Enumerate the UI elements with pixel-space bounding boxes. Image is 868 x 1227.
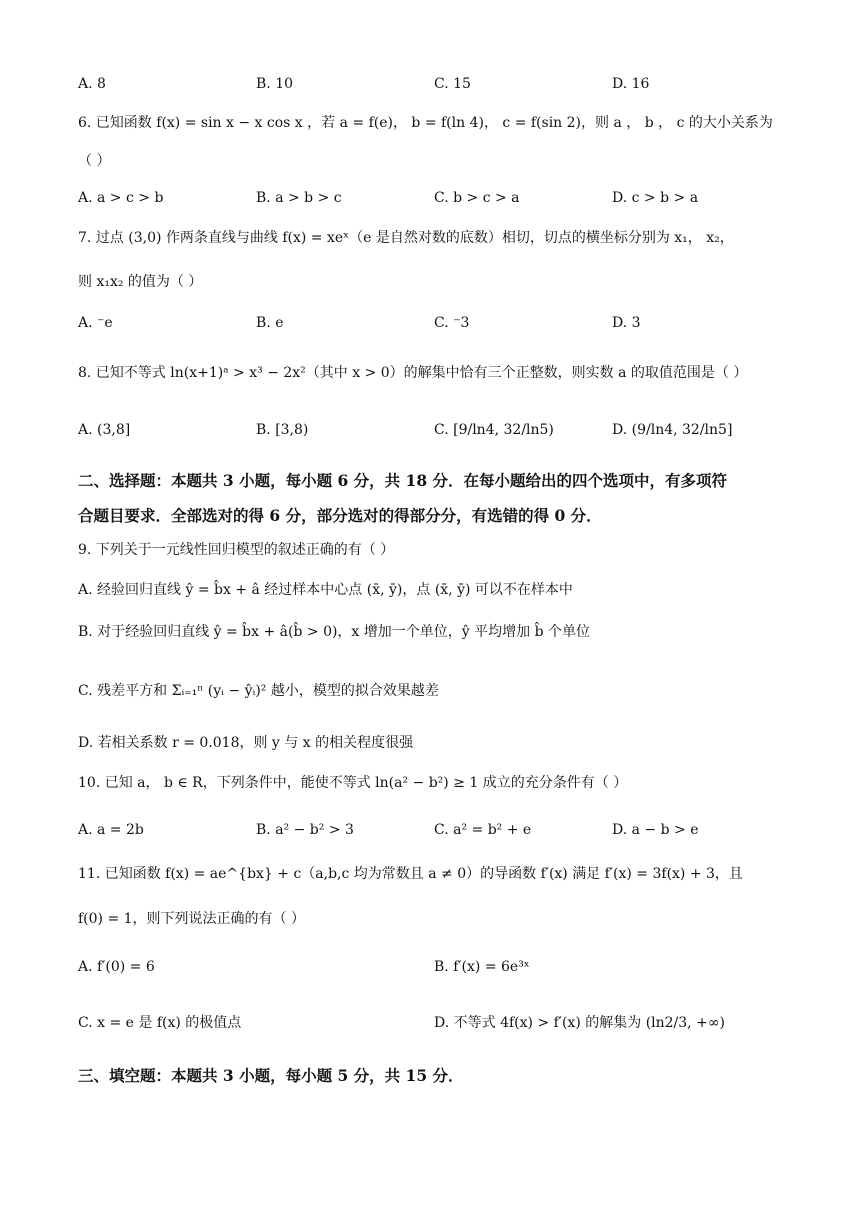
q11-option-c: C. x = e 是 f(x) 的极值点 [78, 1015, 242, 1031]
q7-option-c: C. ⁻3 [434, 315, 470, 331]
q7-option-a: A. ⁻e [78, 315, 113, 331]
section-2-line-2: 合题目要求．全部选对的得 6 分，部分选对的得部分分，有选错的得 0 分． [78, 506, 602, 525]
q6-options [78, 186, 798, 210]
q6-option-c: C. b > c > a [434, 190, 520, 206]
q8-stem: 8. 已知不等式 ln(x+1)ᵃ > x³ − 2x²（其中 x > 0）的解集中恰有三个正整数，则实数 a 的取值范围是（ ） [78, 365, 748, 381]
q11-options-row-2 [78, 1011, 798, 1035]
q5-option-b: B. 10 [256, 76, 294, 92]
q6-option-d: D. c > b > a [612, 190, 699, 206]
q10-option-b: B. a² − b² > 3 [256, 822, 354, 838]
section-2-line-1: 二、选择题：本题共 3 小题，每小题 6 分，共 18 分．在每小题给出的四个选项中，有多项符 [78, 471, 728, 490]
q8-option-c: C. [9/ln4, 32/ln5) [434, 422, 554, 438]
q10-option-c: C. a² = b² + e [434, 822, 532, 838]
q10-options [78, 818, 798, 842]
q5-options [78, 72, 798, 96]
q11-stem: 11. 已知函数 f(x) = ae^{bx} + c（a,b,c 均为常数且 a ≠ 0）的导函数 f′(x) 满足 f′(x) = 3f(x) + 3，且 [78, 866, 743, 882]
q5-option-a: A. 8 [78, 76, 106, 92]
q5-option-c: C. 15 [434, 76, 471, 92]
q8-option-d: D. (9/ln4, 32/ln5] [612, 422, 733, 438]
q6-option-b: B. a > b > c [256, 190, 342, 206]
q9-option-c: C. 残差平方和 Σᵢ₌₁ⁿ (yᵢ − ŷᵢ)² 越小，模型的拟合效果越差 [78, 683, 439, 699]
q6-paren: （ ） [78, 153, 111, 169]
q8-options [78, 418, 798, 442]
q11-option-b: B. f′(x) = 6e³ˣ [434, 959, 530, 975]
q9-option-b: B. 对于经验回归直线 ŷ = b̂x + â(b̂ > 0)，x 增加一个单位，ŷ 平均增加 b̂ 个单位 [78, 624, 591, 640]
q7-stem-2: 则 x₁x₂ 的值为（ ） [78, 274, 203, 290]
q10-option-d: D. a − b > e [612, 822, 699, 838]
q8-option-a: A. (3,8] [78, 422, 131, 438]
q9-option-a: A. 经验回归直线 ŷ = b̂x + â 经过样本中心点 (x̄, ȳ)，点 (x̄, ȳ) 可以不在样本中 [78, 582, 573, 598]
q11-options-row-1 [78, 955, 798, 979]
q10-stem: 10. 已知 a， b ∈ R，下列条件中，能使不等式 ln(a² − b²) ≥ 1 成立的充分条件有（ ） [78, 775, 628, 791]
q7-stem: 7. 过点 (3,0) 作两条直线与曲线 f(x) = xeˣ（e 是自然对数的底数）相切，切点的横坐标分别为 x₁， x₂， [78, 230, 734, 246]
q7-option-d: D. 3 [612, 315, 641, 331]
q11-stem-2: f(0) = 1，则下列说法正确的有（ ） [78, 911, 306, 927]
q6-option-a: A. a > c > b [78, 190, 164, 206]
q9-stem: 9. 下列关于一元线性回归模型的叙述正确的有（ ） [78, 542, 395, 558]
q8-option-b: B. [3,8) [256, 422, 309, 438]
q10-option-a: A. a = 2b [78, 822, 144, 838]
q7-option-b: B. e [256, 315, 284, 331]
q11-option-d: D. 不等式 4f(x) > f′(x) 的解集为 (ln2/3, +∞) [434, 1015, 725, 1031]
q11-option-a: A. f′(0) = 6 [78, 959, 155, 975]
q9-option-d: D. 若相关系数 r = 0.018，则 y 与 x 的相关程度很强 [78, 735, 414, 751]
q7-options [78, 311, 798, 335]
q6-stem: 6. 已知函数 f(x) = sin x − x cos x ，若 a = f(e)， b = f(ln 4)， c = f(sin 2)，则 a ， b ， c 的大小关系为 [78, 115, 773, 131]
section-3-heading: 三、填空题：本题共 3 小题，每小题 5 分，共 15 分． [78, 1066, 464, 1085]
q5-option-d: D. 16 [612, 76, 650, 92]
